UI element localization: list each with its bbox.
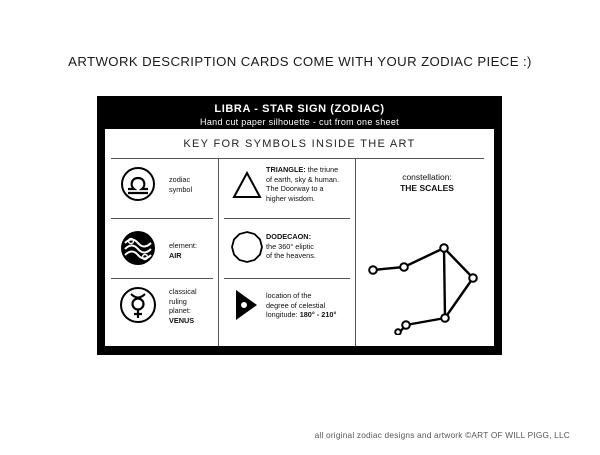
divider (111, 218, 213, 219)
degree-description (266, 291, 336, 320)
triangle-text: The Doorway to a (266, 184, 324, 193)
element-label-line: element: (169, 241, 197, 250)
triangle-description (266, 165, 339, 203)
dodecagon-term: DODECAON: (266, 232, 311, 241)
degree-marker-icon (233, 289, 259, 321)
divider (224, 218, 350, 219)
description-card (97, 96, 502, 355)
degree-text: longitude: (266, 310, 300, 319)
divider (224, 278, 350, 279)
libra-glyph-icon (121, 167, 155, 201)
zodiac-label-line: zodiac (169, 175, 191, 184)
card-subtitle: Hand cut paper silhouette - cut from one sheet (200, 117, 399, 127)
key-title: KEY FOR SYMBOLS INSIDE THE ART (183, 138, 416, 150)
air-element-icon (120, 230, 156, 266)
planet-label (169, 287, 197, 325)
planet-value: VENUS (169, 315, 195, 325)
element-value: AIR (169, 250, 182, 260)
venus-planet-icon (120, 287, 156, 323)
divider (111, 158, 484, 159)
planet-label-line: classical (169, 287, 197, 296)
headline: ARTWORK DESCRIPTION CARDS COME WITH YOUR ZODIAC PIECE :) (68, 54, 532, 69)
dodecagon-icon (230, 230, 264, 264)
constellation-label (367, 172, 487, 194)
constellation-caption: constellation: (402, 172, 452, 182)
triangle-icon (232, 170, 262, 200)
zodiac-label (169, 175, 192, 194)
dodecagon-text: the 360° eliptic (266, 241, 314, 251)
element-label (169, 241, 197, 260)
dodecagon-description (266, 232, 316, 261)
degree-text: degree of celestial (266, 300, 326, 310)
divider (355, 158, 356, 346)
triangle-text: higher wisdom. (266, 193, 316, 203)
planet-label-line: planet: (169, 306, 191, 315)
divider (111, 278, 213, 279)
dodecagon-text: of the heavens. (266, 251, 316, 260)
symbol-key-panel (105, 129, 494, 346)
planet-label-line: ruling (169, 296, 187, 306)
degree-text: location of the (266, 291, 312, 300)
divider (218, 158, 219, 346)
degree-value: 180° - 210° (299, 310, 337, 319)
triangle-term: TRIANGLE: (266, 165, 306, 174)
card-title: LIBRA - STAR SIGN (ZODIAC) (214, 103, 385, 115)
copyright-footer: all original zodiac designs and artwork ©ART OF WILL PIGG, LLC (314, 430, 570, 440)
triangle-text: the triune (305, 165, 339, 174)
constellation-name: THE SCALES (400, 183, 454, 193)
triangle-text: of earth, sky & human. (266, 174, 340, 184)
constellation-icon (363, 205, 493, 335)
zodiac-label-line: symbol (169, 184, 193, 194)
